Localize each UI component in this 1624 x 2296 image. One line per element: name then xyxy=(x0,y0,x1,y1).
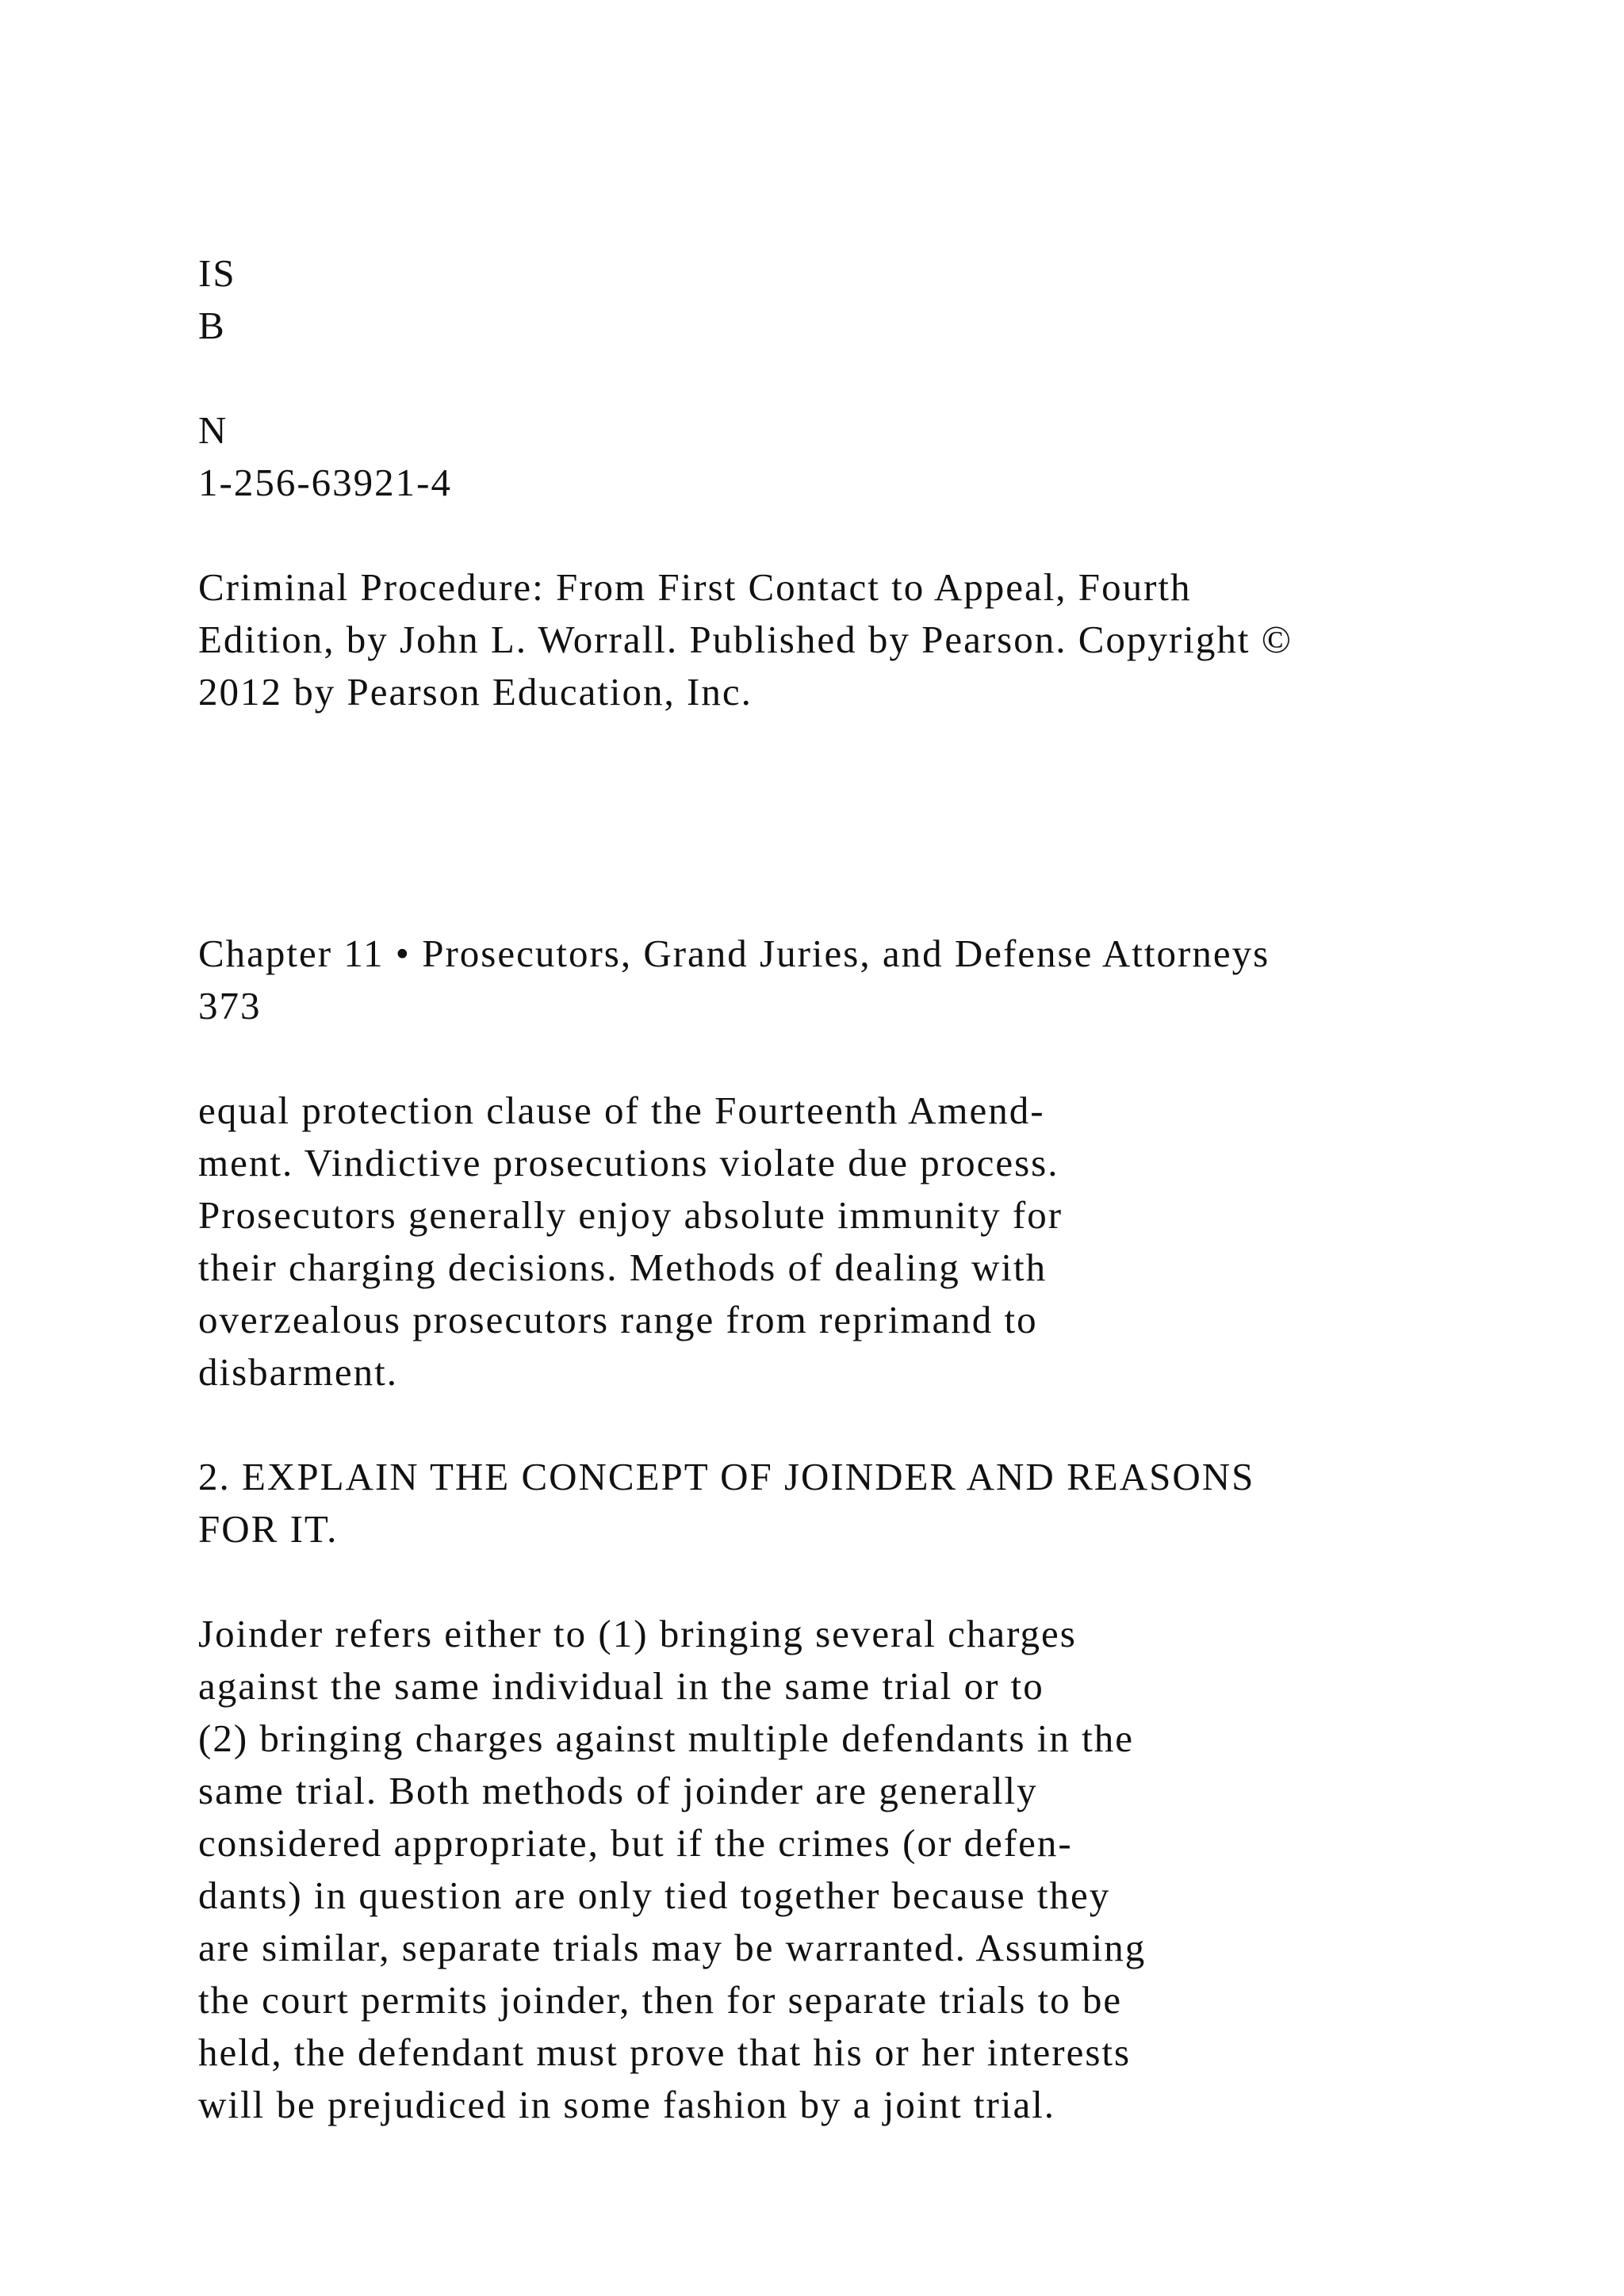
paragraph-line: (2) bringing charges against multiple defendants in the xyxy=(198,1716,1135,1760)
paragraph-line: Joinder refers either to (1) bringing several charges xyxy=(198,1612,1077,1655)
paragraph-line: ment. Vindictive prosecutions violate due process. xyxy=(198,1141,1059,1184)
spacer xyxy=(198,1032,1546,1085)
spacer xyxy=(198,1399,1546,1451)
paragraph-line: considered appropriate, but if the crimes (or defen- xyxy=(198,1821,1073,1865)
document-page xyxy=(198,247,1546,2131)
paragraph-line: their charging decisions. Methods of dealing with xyxy=(198,1246,1048,1289)
paragraph-line: dants) in question are only tied together because they xyxy=(198,1873,1111,1917)
isbn-line xyxy=(198,352,1546,404)
section-heading xyxy=(198,1451,1546,1556)
body-paragraph xyxy=(198,1085,1546,1399)
spacer xyxy=(198,823,1546,875)
isbn-block xyxy=(198,247,1546,509)
paragraph-line: equal protection clause of the Fourteenth Amend- xyxy=(198,1089,1045,1132)
spacer xyxy=(198,771,1546,823)
isbn-line: N xyxy=(198,408,228,452)
paragraph-line: are similar, separate trials may be warranted. Assuming xyxy=(198,1926,1147,1969)
body-paragraph xyxy=(198,1608,1546,2131)
copyright-line: Criminal Procedure: From First Contact to Appeal, Fourth xyxy=(198,565,1192,609)
spacer xyxy=(198,1556,1546,1608)
heading-line: FOR IT. xyxy=(198,1507,339,1551)
paragraph-line: Prosecutors generally enjoy absolute immunity for xyxy=(198,1193,1063,1237)
running-head xyxy=(198,928,1546,1032)
copyright-notice xyxy=(198,561,1546,718)
chapter-title: Chapter 11 • Prosecutors, Grand Juries, and Defense Attorneys xyxy=(198,932,1270,975)
isbn-line: IS xyxy=(198,251,236,295)
page-number: 373 xyxy=(198,984,262,1027)
spacer xyxy=(198,875,1546,928)
paragraph-line: held, the defendant must prove that his or her interests xyxy=(198,2030,1132,2074)
isbn-number: 1-256-63921-4 xyxy=(198,461,452,504)
paragraph-line: the court permits joinder, then for separate trials to be xyxy=(198,1978,1123,2022)
paragraph-line: disbarment. xyxy=(198,1350,398,1394)
spacer xyxy=(198,718,1546,771)
heading-line: 2. EXPLAIN THE CONCEPT OF JOINDER AND REASONS xyxy=(198,1455,1255,1498)
copyright-line: 2012 by Pearson Education, Inc. xyxy=(198,670,753,714)
spacer xyxy=(198,509,1546,561)
isbn-line: B xyxy=(198,304,226,347)
paragraph-line: will be prejudiced in some fashion by a joint trial. xyxy=(198,2083,1056,2126)
paragraph-line: against the same individual in the same trial or to xyxy=(198,1664,1044,1708)
paragraph-line: same trial. Both methods of joinder are generally xyxy=(198,1769,1038,1812)
copyright-line: Edition, by John L. Worrall. Published by Pearson. Copyright © xyxy=(198,618,1293,661)
paragraph-line: overzealous prosecutors range from reprimand to xyxy=(198,1298,1038,1341)
